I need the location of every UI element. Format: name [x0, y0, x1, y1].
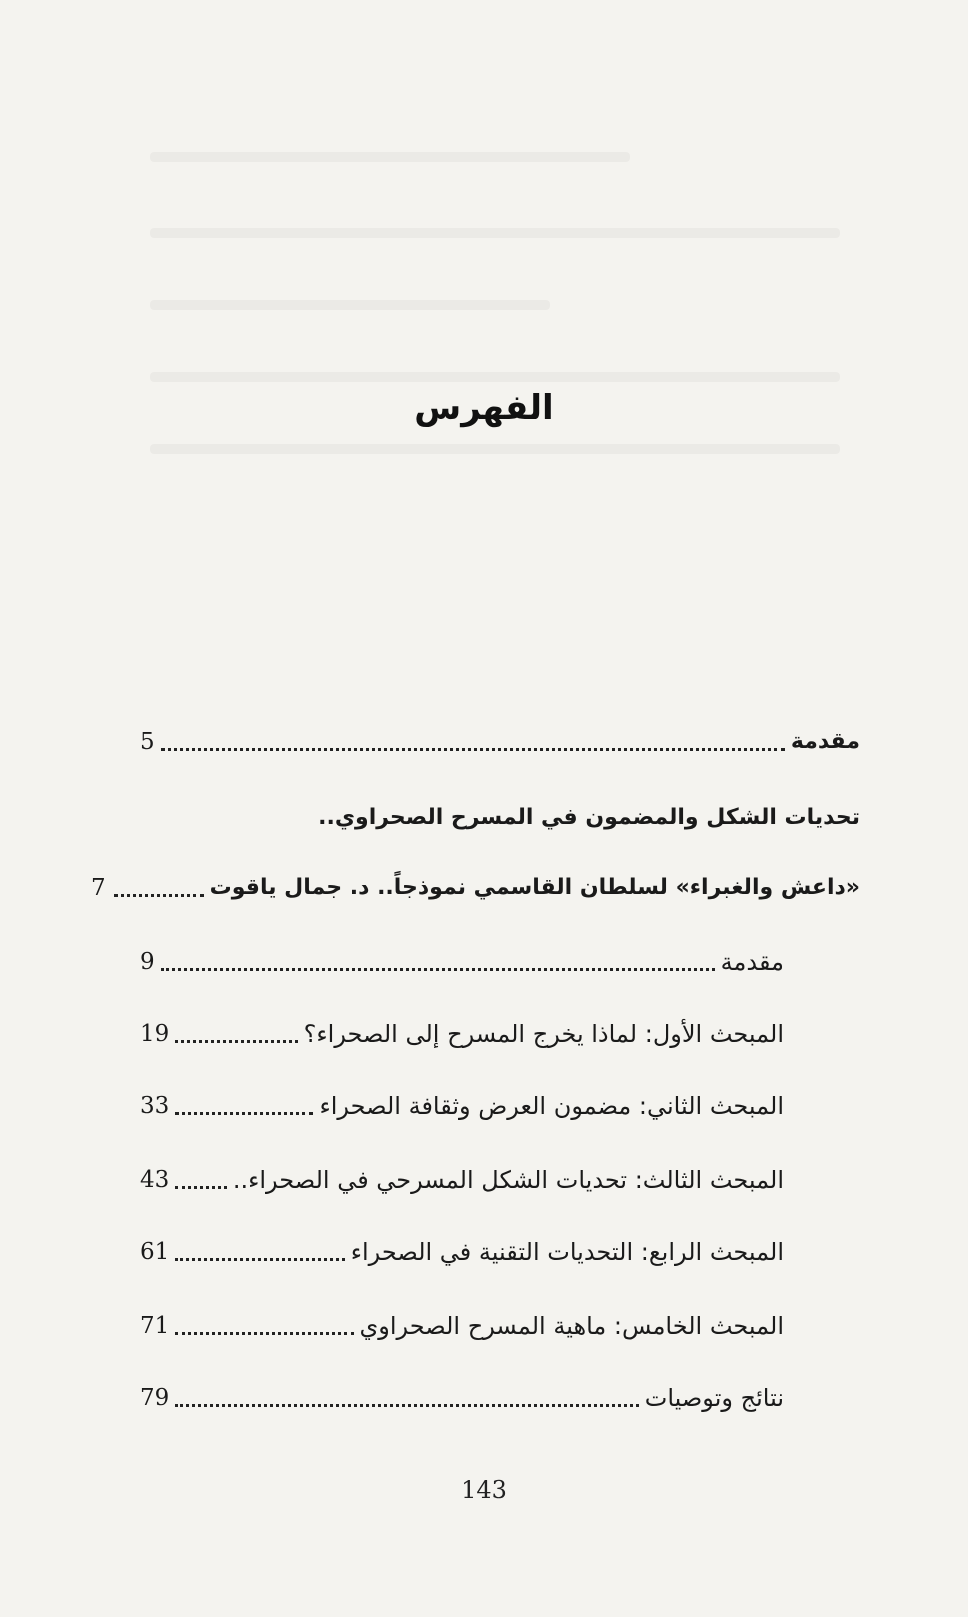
toc-entry-page: 79: [140, 1385, 170, 1411]
page-title: الفهرس: [414, 388, 554, 428]
toc-entry: [140, 1376, 784, 1416]
toc-entry: [140, 940, 784, 980]
dot-leader: [161, 748, 785, 751]
dot-leader: [175, 1112, 313, 1115]
toc-section-heading: [140, 796, 860, 836]
toc-entry-label: «داعش والغبراء» لسلطان القاسمي نموذجاً.. د. جمال ياقوت: [209, 875, 860, 900]
toc-entry-page: 19: [140, 1021, 170, 1047]
toc-entry-label: مقدمة: [720, 948, 784, 976]
toc-entry-label: مقدمة: [790, 729, 860, 754]
toc-entry-page: 33: [140, 1093, 170, 1119]
toc-entry-label: المبحث الثالث: تحديات الشكل المسرحي في الصحراء..: [232, 1166, 784, 1194]
toc-entry-page: 7: [91, 875, 106, 901]
toc-entry-page: 43: [140, 1167, 170, 1193]
toc-entry: [140, 1230, 784, 1270]
toc-entry-page: 61: [140, 1239, 170, 1265]
toc-entry: [140, 1012, 784, 1052]
dot-leader: [175, 1404, 638, 1407]
toc-entry-page: 5: [140, 729, 155, 755]
toc-entry: [140, 1084, 784, 1124]
dot-leader: [114, 894, 204, 897]
dot-leader: [161, 968, 715, 971]
toc-entry-page: 9: [140, 949, 155, 975]
toc-entry-label: تحديات الشكل والمضمون في المسرح الصحراوي..: [318, 805, 860, 830]
page-number: 143: [461, 1476, 507, 1504]
toc-entry-label: المبحث الأول: لماذا يخرج المسرح إلى الصحراء؟: [303, 1020, 784, 1048]
toc-entry: [140, 1304, 784, 1344]
dot-leader: [175, 1332, 353, 1335]
dot-leader: [175, 1040, 297, 1043]
toc-entry: [140, 720, 860, 760]
toc-entry: [91, 866, 860, 906]
dot-leader: [175, 1186, 227, 1189]
toc-entry-label: المبحث الرابع: التحديات التقنية في الصحراء: [350, 1238, 784, 1266]
toc-entry-page: 71: [140, 1313, 170, 1339]
toc-entry-label: المبحث الثاني: مضمون العرض وثقافة الصحراء: [319, 1092, 784, 1120]
dot-leader: [175, 1258, 344, 1261]
toc-entry-label: نتائج وتوصيات: [644, 1384, 784, 1412]
toc-entry-label: المبحث الخامس: ماهية المسرح الصحراوي: [359, 1312, 784, 1340]
toc-entry: [140, 1158, 784, 1198]
